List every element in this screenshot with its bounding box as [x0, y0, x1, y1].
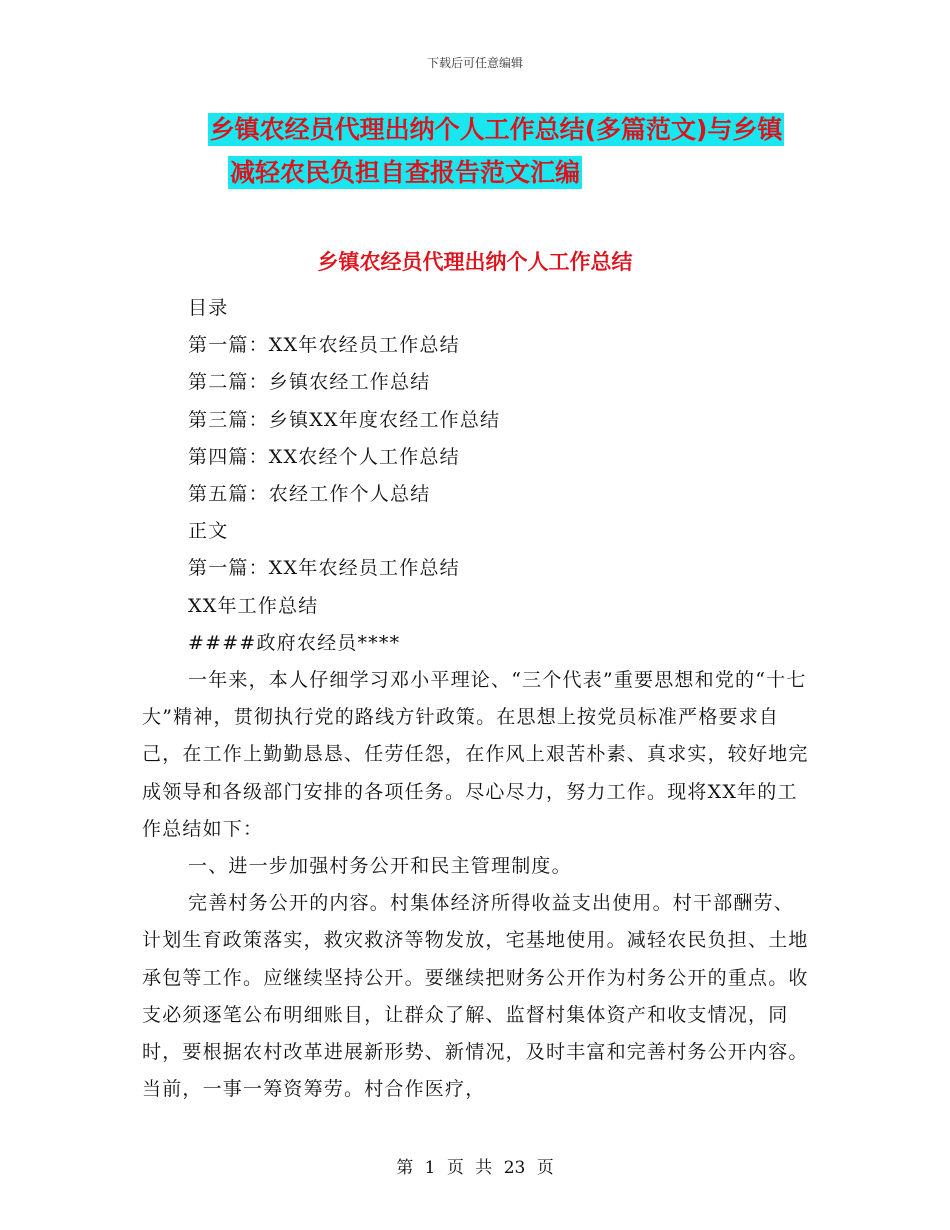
title-highlight-1: 乡镇农经员代理出纳个人工作总结(多篇范文)与乡镇	[209, 115, 783, 144]
toc-item-4: 第四篇：XX农经个人工作总结	[188, 445, 460, 468]
toc-item-3: 第三篇：乡镇XX年度农经工作总结	[188, 408, 501, 431]
document-body	[142, 290, 812, 1108]
document-title	[0, 108, 950, 194]
section-title: 乡镇农经员代理出纳个人工作总结	[317, 250, 633, 274]
report-title: XX年工作总结	[188, 594, 319, 617]
toc-item-2: 第二篇：乡镇农经工作总结	[188, 371, 431, 394]
body-label: 正文	[188, 520, 229, 543]
toc-item-1: 第一篇：XX年农经员工作总结	[188, 334, 460, 357]
paragraph-1: 一年来，本人仔细学习邓小平理论、“三个代表”重要思想和党的“十七大”精神，贯彻执行党的路线方针政策。在思想上按党员标准严格要求自己，在工作上勤勤恳恳、任劳任怨，在作风上艰苦朴素、真求实，较好地完成领导和各级部门安排的各项任务。尽心尽力，努力工作。现将XX年的工作总结如下：	[142, 669, 809, 840]
document-title-line-2	[0, 151, 950, 194]
paragraph-2: 一、进一步加强村务公开和民主管理制度。	[188, 855, 572, 878]
title-highlight-2: 减轻农民负担自查报告范文汇编	[229, 158, 580, 187]
chapter-title: 第一篇：XX年农经员工作总结	[188, 557, 460, 580]
toc-item-5: 第五篇：农经工作个人总结	[188, 483, 431, 506]
author-line: ####政府农经员****	[188, 631, 401, 654]
document-title-line-1	[42, 108, 950, 151]
page-footer: 第 1 页 共 23 页	[396, 1158, 554, 1178]
header-note: 下载后可任意编辑	[426, 56, 523, 70]
toc-label: 目录	[188, 297, 229, 319]
paragraph-3: 完善村务公开的内容。村集体经济所得收益支出使用。村干部酬劳、计划生育政策落实，救灾救济等物发放，宅基地使用。减轻农民负担、土地承包等工作。应继续坚持公开。要继续把财务公开作为村务公开的重点。收支必须逐笔公布明细账目，让群众了解、监督村集体资产和收支情况，同时，要根据农村改革进展新形势、新情况，及时丰富和完善村务公开内容。当前，一事一筹资筹劳。村合作医疗，	[142, 892, 809, 1101]
